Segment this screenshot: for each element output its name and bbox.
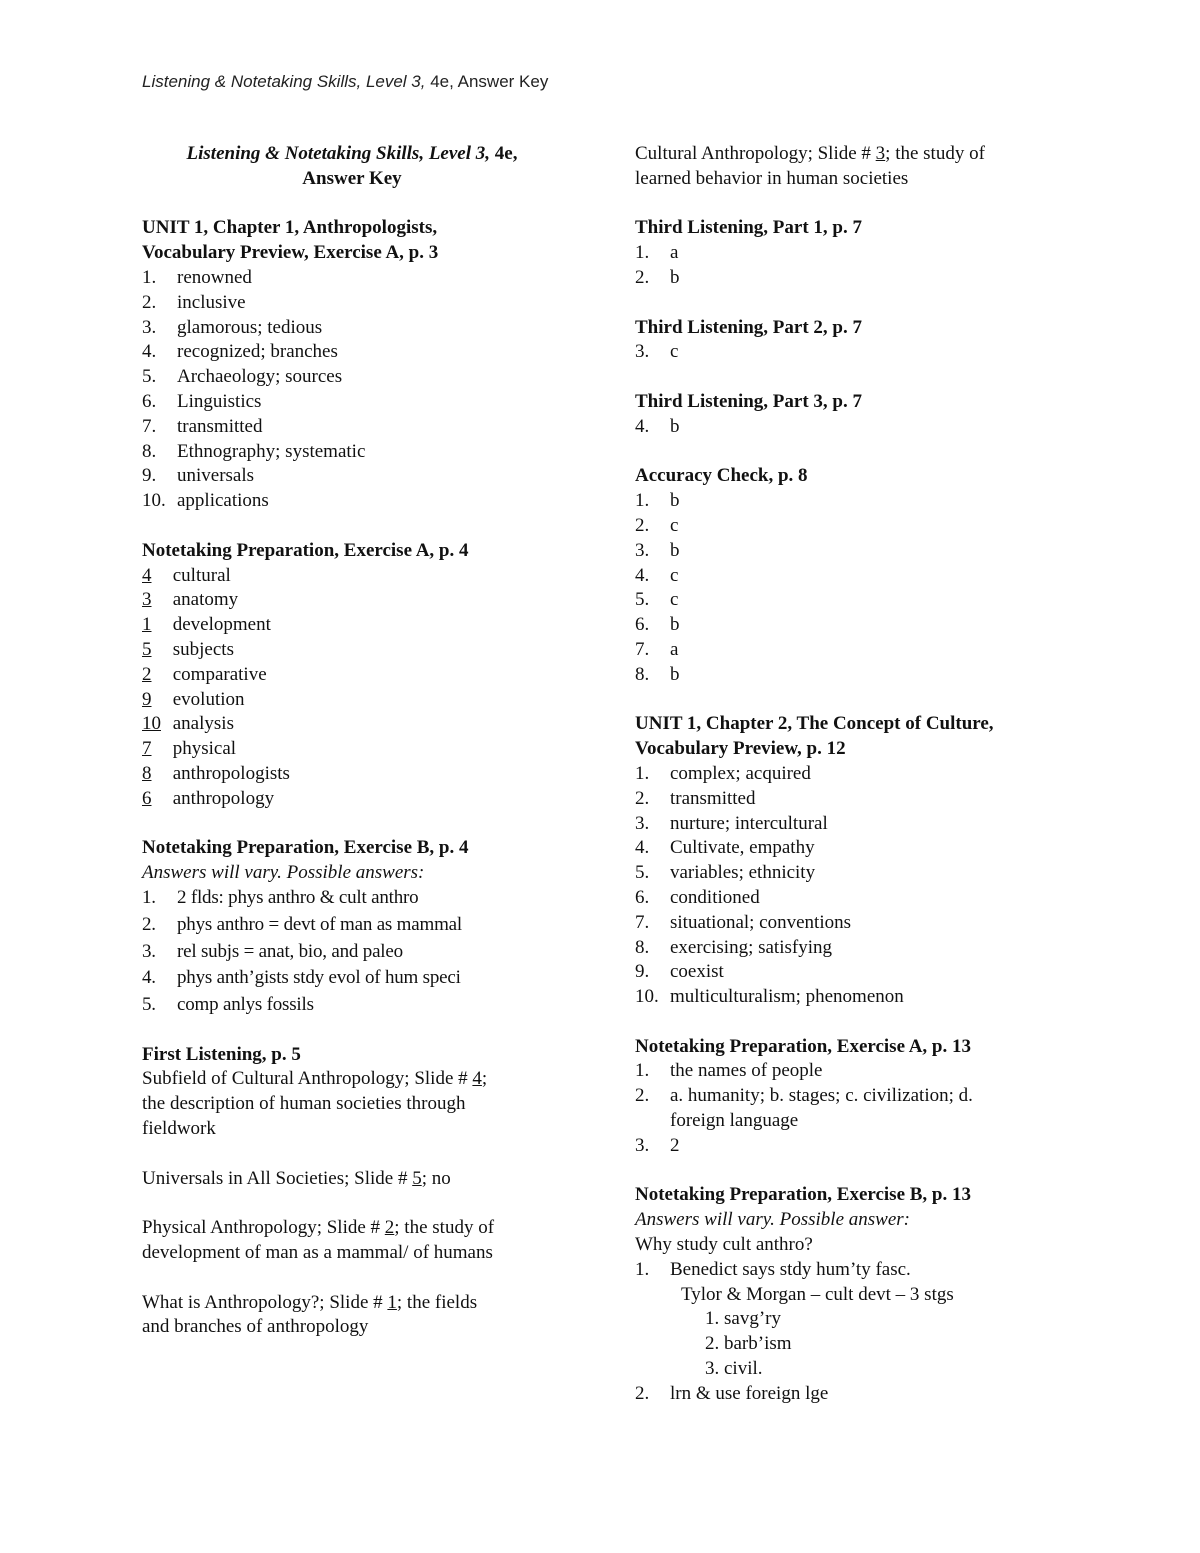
section-heading: Third Listening, Part 1, p. 7 bbox=[635, 217, 862, 239]
list-item: 2. b bbox=[635, 266, 680, 288]
list-item: 2. phys anthro = devt of man as mammal bbox=[142, 913, 462, 935]
list-item: 6. conditioned bbox=[635, 886, 760, 908]
list-item: 6. Linguistics bbox=[142, 390, 262, 412]
list-item: 6 anthropology bbox=[142, 787, 275, 809]
section-heading: Notetaking Preparation, Exercise B, p. 4 bbox=[142, 837, 469, 859]
list-item: 5. comp anlys fossils bbox=[142, 994, 314, 1016]
list-item: 3. b bbox=[635, 539, 680, 561]
list-item: 5 subjects bbox=[142, 638, 234, 660]
list-item: 3. glamorous; tedious bbox=[142, 316, 323, 338]
answer-paragraph: Subfield of Cultural Anthropology; Slide # 4; the description of human societies through fieldwork bbox=[142, 1068, 488, 1140]
list-item: 7 physical bbox=[142, 738, 237, 760]
answer-paragraph: Universals in All Societies; Slide # 5; no bbox=[142, 1167, 451, 1189]
list-item: 7. situational; conventions bbox=[635, 911, 852, 933]
list-item: 4. phys anth’gists stdy evol of hum speci bbox=[142, 967, 461, 989]
list-item: 5. variables; ethnicity bbox=[635, 862, 816, 884]
page-header-rest: 4e, Answer Key bbox=[425, 72, 549, 91]
note-text: Answers will vary. Possible answer: bbox=[635, 1209, 910, 1231]
list-item: 8. exercising; satisfying bbox=[635, 936, 832, 958]
list-item: 4 cultural bbox=[142, 564, 231, 586]
section-heading: Third Listening, Part 3, p. 7 bbox=[635, 390, 862, 412]
list-item: 1. renowned bbox=[142, 266, 252, 288]
question-text: Why study cult anthro? bbox=[635, 1234, 813, 1256]
list-item: 1. Benedict says stdy hum’ty fasc. bbox=[635, 1258, 911, 1280]
list-item: 3. 2 bbox=[635, 1134, 680, 1156]
list-item: 6. b bbox=[635, 614, 680, 636]
answer-paragraph: What is Anthropology?; Slide # 1; the fields and branches of anthropology bbox=[142, 1291, 478, 1338]
vocab-list bbox=[142, 266, 562, 514]
notes-list bbox=[142, 886, 562, 1018]
list-item: 4. c bbox=[635, 564, 679, 586]
title-rest: 4e, bbox=[490, 143, 518, 164]
list-item: 1. a bbox=[635, 242, 679, 264]
section-heading: UNIT 1, Chapter 2, The Concept of Culture, bbox=[635, 713, 994, 735]
list-item: 3. nurture; intercultural bbox=[635, 812, 828, 834]
list-item: 7. a bbox=[635, 638, 679, 660]
section-heading: UNIT 1, Chapter 1, Anthropologists, bbox=[142, 217, 438, 239]
list-item: 2. lrn & use foreign lge bbox=[635, 1382, 829, 1404]
list-item: 10. multiculturalism; phenomenon bbox=[635, 986, 904, 1008]
list-item: 3. c bbox=[635, 341, 679, 363]
note-text: Answers will vary. Possible answers: bbox=[142, 862, 425, 884]
list-item: 10 analysis bbox=[142, 713, 234, 735]
answer-paragraph: Cultural Anthropology; Slide # 3; the study of learned behavior in human societies bbox=[635, 143, 985, 189]
list-item: 4. recognized; branches bbox=[142, 341, 338, 363]
list-item: 8. b bbox=[635, 663, 680, 685]
page-header bbox=[142, 72, 548, 92]
section-heading: First Listening, p. 5 bbox=[142, 1043, 301, 1065]
section-heading: Notetaking Preparation, Exercise B, p. 13 bbox=[635, 1184, 971, 1206]
page-header-italic: Listening & Notetaking Skills, Level 3, bbox=[142, 72, 426, 91]
left-column bbox=[142, 142, 562, 1340]
list-item: 2. a. humanity; b. stages; c. civilization; d. foreign language bbox=[635, 1085, 973, 1132]
list-item: 8 anthropologists bbox=[142, 762, 290, 784]
title-italic: Listening & Notetaking Skills, Level 3, bbox=[186, 143, 491, 164]
list-item: 2. transmitted bbox=[635, 787, 756, 809]
list-item: 9 evolution bbox=[142, 688, 245, 710]
list-item: 7. transmitted bbox=[142, 415, 263, 437]
list-item: 10. applications bbox=[142, 490, 269, 512]
list-item: 5. c bbox=[635, 589, 679, 611]
list-item: 4. Cultivate, empathy bbox=[635, 837, 815, 859]
sub-item: 3. civil. bbox=[705, 1358, 763, 1380]
list-item: 2 comparative bbox=[142, 663, 267, 685]
section-heading: Notetaking Preparation, Exercise A, p. 4 bbox=[142, 539, 469, 561]
list-item: 1. b bbox=[635, 490, 680, 512]
section-heading: Third Listening, Part 2, p. 7 bbox=[635, 316, 862, 338]
list-item: 1. the names of people bbox=[635, 1060, 823, 1082]
list-item: 1. complex; acquired bbox=[635, 762, 811, 784]
list-item: 9. universals bbox=[142, 465, 255, 487]
sub-item: 2. barb’ism bbox=[705, 1333, 792, 1355]
sub-item: 1. savg’ry bbox=[705, 1308, 781, 1330]
document-title bbox=[142, 142, 562, 192]
sub-note: Tylor & Morgan – cult devt – 3 stgs bbox=[681, 1283, 954, 1305]
list-item: 1 development bbox=[142, 614, 271, 636]
list-item: 3. rel subjs = anat, bio, and paleo bbox=[142, 940, 403, 962]
answer-paragraph: Physical Anthropology; Slide # 2; the study of development of man as a mammal/ of humans bbox=[142, 1217, 495, 1264]
section-heading: Notetaking Preparation, Exercise A, p. 13 bbox=[635, 1035, 971, 1057]
right-column bbox=[635, 142, 1075, 1407]
list-item: 2. inclusive bbox=[142, 291, 246, 313]
list-item: 4. b bbox=[635, 415, 680, 437]
list-item: 5. Archaeology; sources bbox=[142, 366, 343, 388]
section-heading: Accuracy Check, p. 8 bbox=[635, 465, 808, 487]
section-heading: Vocabulary Preview, p. 12 bbox=[635, 738, 846, 760]
list-item: 9. coexist bbox=[635, 961, 724, 983]
list-item: 8. Ethnography; systematic bbox=[142, 440, 366, 462]
section-heading: Vocabulary Preview, Exercise A, p. 3 bbox=[142, 242, 439, 264]
list-item: 3 anatomy bbox=[142, 589, 239, 611]
list-item: 1. 2 flds: phys anthro & cult anthro bbox=[142, 886, 419, 908]
list-item: 2. c bbox=[635, 514, 679, 536]
title-line2: Answer Key bbox=[302, 167, 402, 189]
answer-list bbox=[142, 564, 562, 812]
